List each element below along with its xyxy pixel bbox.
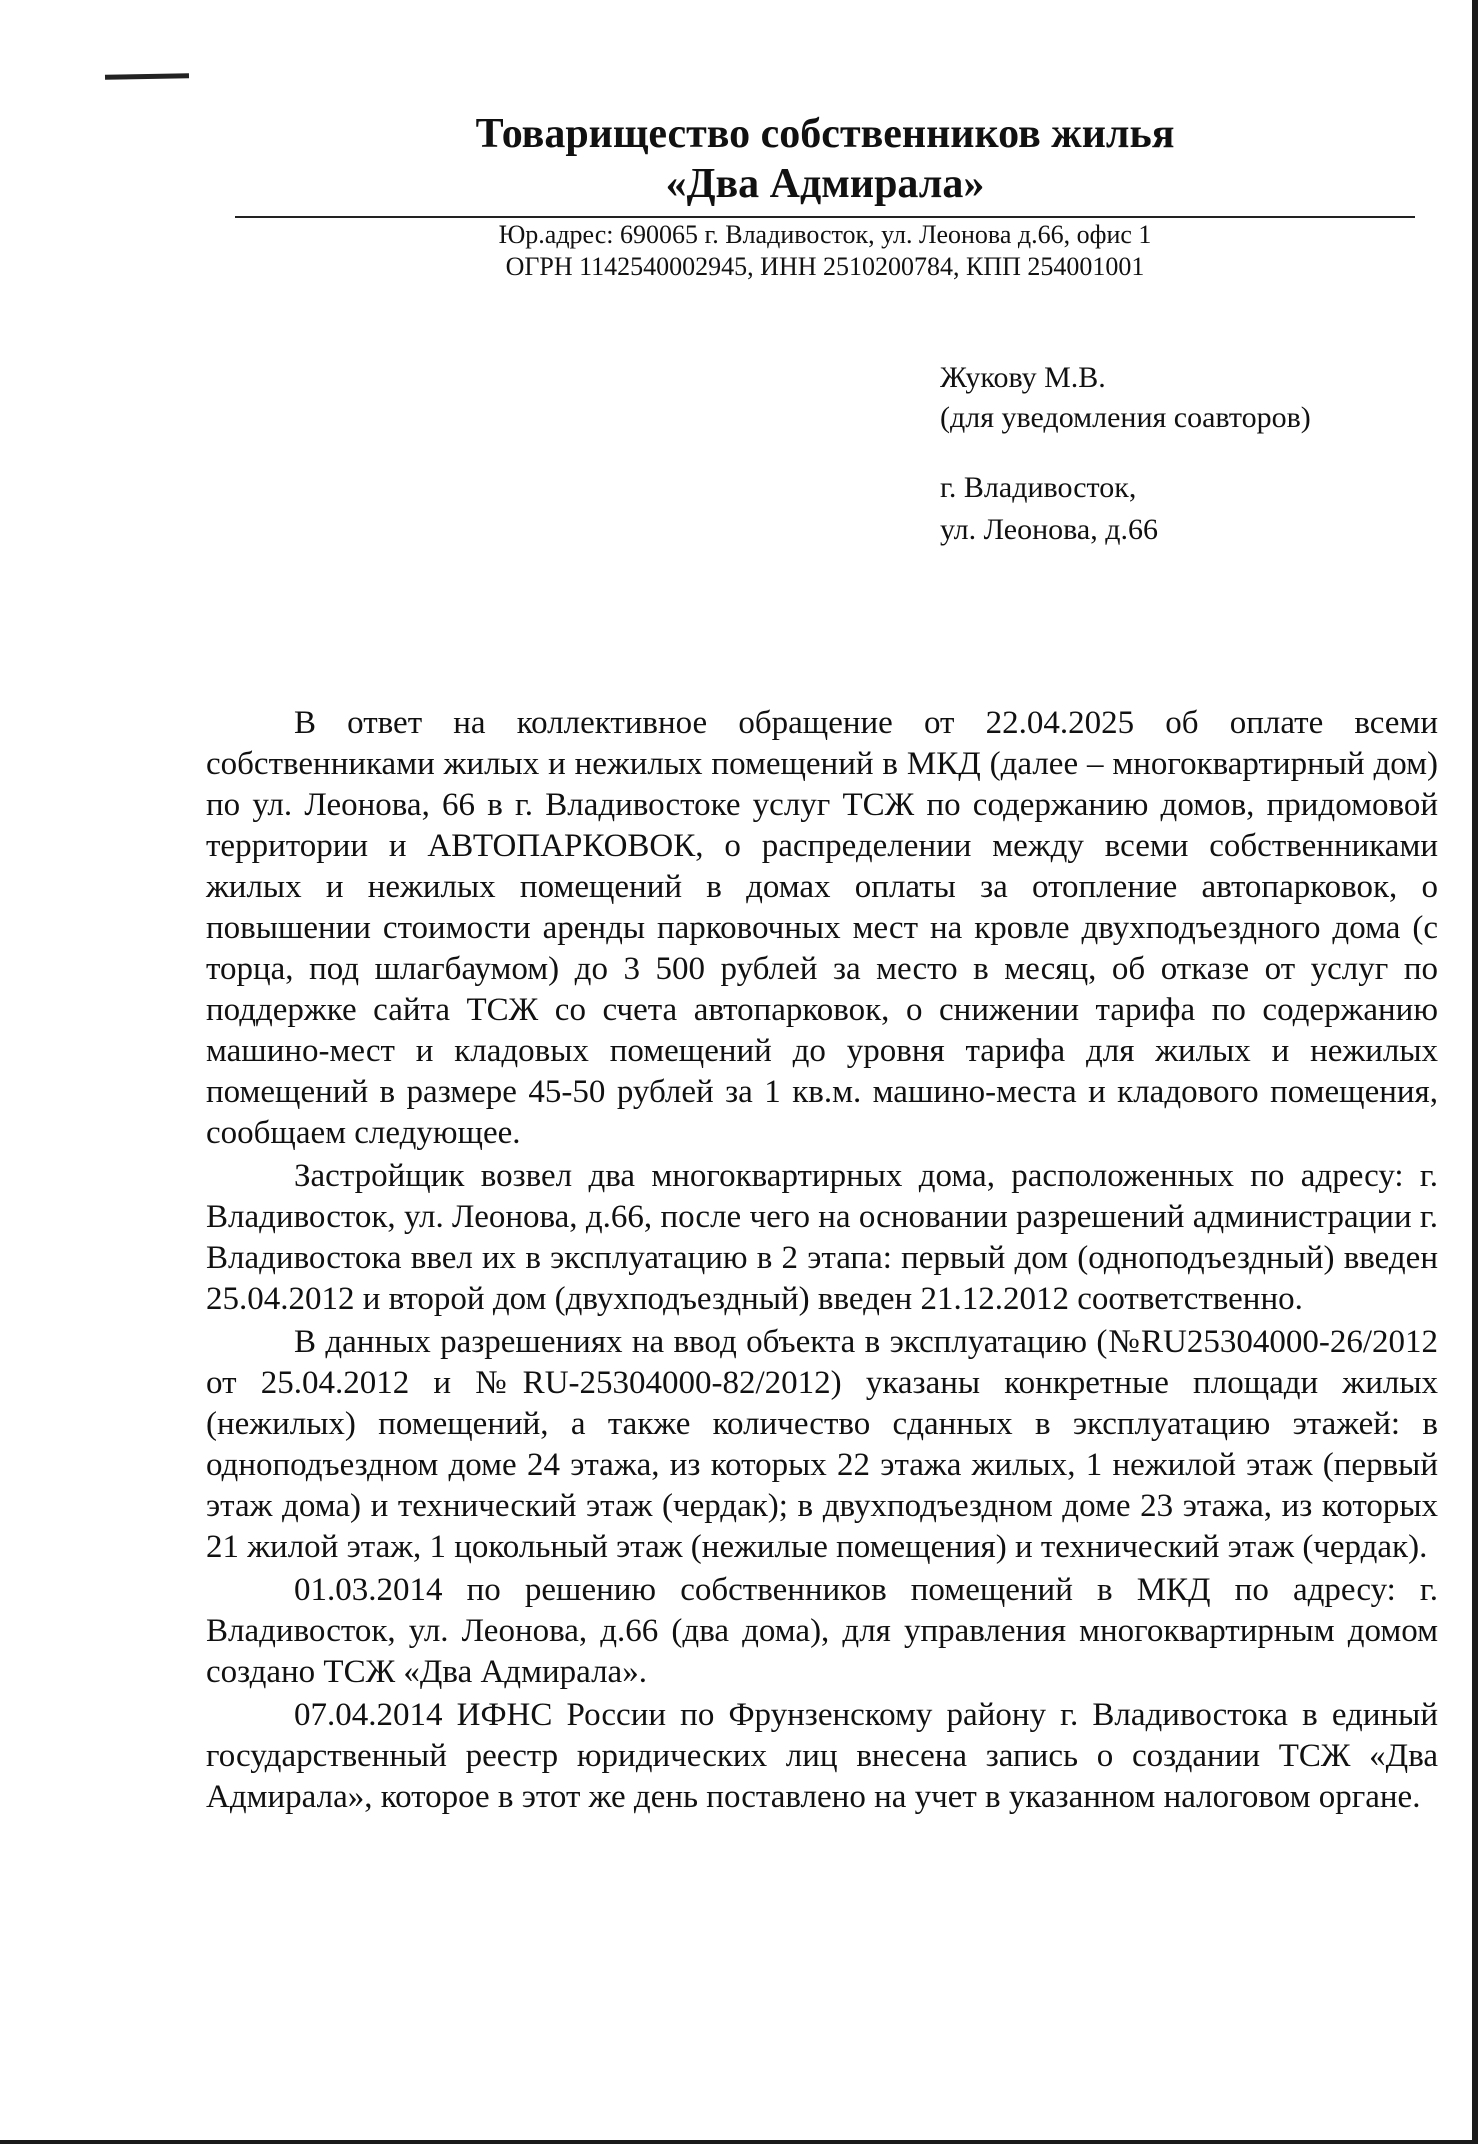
paragraph: 07.04.2014 ИФНС России по Фрунзенскому району г. Владивостока в единый государственный реестр юридических лиц внесена запись о создании ТСЖ «Два Адмирала», которое в этот же день поставлено на учет в указанном налоговом органе. <box>206 1697 1438 1815</box>
org-title: Товарищество собственников жилья <box>475 111 1175 157</box>
page-edge <box>1472 0 1478 2144</box>
paragraph: В ответ на коллективное обращение от 22.04.2025 об оплате всеми собственниками жилых и нежилых помещений в МКД (далее – многоквартирный дом) по ул. Леонова, 66 в г. Владивостоке услуг ТСЖ по содержанию домов, придомовой территории и АВТОПАРКОВОК, о распределении между всеми собственниками жилых и нежилых помещений в домах оплаты за отопление автопарковок, о повышении стоимости аренды парковочных мест на кровле двухподъездного дома (с торца, под шлагбаумом) до 3 500 рублей за место в месяц, об отказе от услуг по поддержке сайта ТСЖ со счета автопарковок, о снижении тарифа по содержанию машино-мест и кладовых помещений до уровня тарифа для жилых и нежилых помещений в размере 45-50 рублей за 1 кв.м. машино-места и кладового помещения, сообщаем следующее. <box>206 705 1438 1151</box>
page-edge <box>0 2140 1478 2144</box>
recipient-name: Жукову М.В. <box>940 361 1106 394</box>
recipient-city: г. Владивосток, <box>940 471 1137 504</box>
org-registration: ОГРН 1142540002945, ИНН 2510200784, КПП 254001001 <box>505 252 1145 281</box>
paragraph: 01.03.2014 по решению собственников помещений в МКД по адресу: г. Владивосток, ул. Леонова, д.66 (два дома), для управления многоквартирным домом создано ТСЖ «Два Адмирала». <box>206 1572 1438 1690</box>
org-name: «Два Адмирала» <box>665 161 985 207</box>
header-divider <box>235 216 1415 218</box>
recipient-street: ул. Леонова, д.66 <box>940 513 1159 546</box>
org-address: Юр.адрес: 690065 г. Владивосток, ул. Леонова д.66, офис 1 <box>498 220 1152 249</box>
recipient-note: (для уведомления соавторов) <box>940 401 1311 434</box>
paragraph: Застройщик возвел два многоквартирных дома, расположенных по адресу: г. Владивосток, ул. Леонова, д.66, после чего на основании разрешений администрации г. Владивостока ввел их в эксплуатацию в 2 этапа: первый дом (одноподъездный) введен 25.04.2012 и второй дом (двухподъездный) введен 21.12.2012 соответственно. <box>206 1158 1438 1317</box>
paragraph: В данных разрешениях на ввод объекта в эксплуатацию (№RU25304000-26/2012 от 25.04.2012 и №RU-25304000-82/2012) указаны конкретные площади жилых (нежилых) помещений, а также количество сданных в эксплуатацию этажей: в одноподъездном доме 24 этажа, из которых 22 этажа жилых, 1 нежилой этаж (первый этаж дома) и технический этаж (чердак); в двухподъездном доме 23 этажа, из которых 21 жилой этаж, 1 цокольный этаж (нежилые помещения) и технический этаж (чердак). <box>206 1324 1438 1565</box>
letter-body <box>206 703 1438 1820</box>
scan-mark <box>105 73 189 79</box>
